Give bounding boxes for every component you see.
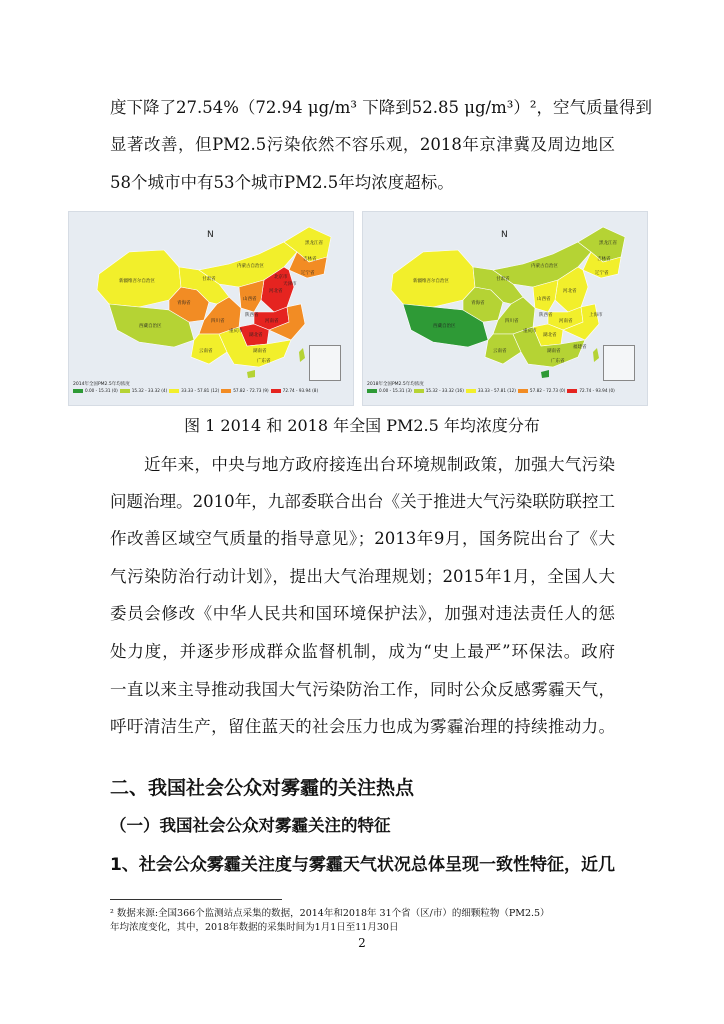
- legend-item: 0.00 - 15.31 (3): [367, 388, 412, 393]
- paragraph-line: 近年来，中央与地方政府接连出台环境规制政策，加强大气污染: [144, 455, 615, 474]
- region-taiwan: [593, 348, 599, 362]
- region-taiwan: [299, 348, 305, 362]
- paragraph-line: 一直以来主导推动我国大气污染防治工作，同时公众反感雾霾天气，: [110, 680, 615, 699]
- province-label: 福建省: [573, 345, 587, 350]
- province-label: 河南省: [265, 319, 279, 324]
- province-label: 辽宁省: [595, 271, 609, 276]
- region-hainan: [541, 370, 549, 378]
- footnote-line: ² 数据来源:全国366个监测站点采集的数据，2014年和2018年 31个省（区/市）的细颗粒物（PM2.5）: [110, 908, 550, 919]
- province-label: 上海市: [589, 313, 603, 318]
- paragraph-line: 呼吁清洁生产，留住蓝天的社会压力也成为雾霾治理的持续推动力。: [110, 717, 615, 736]
- province-label: 青海省: [471, 301, 485, 306]
- province-label: 广东省: [551, 359, 565, 364]
- paragraph-line: 显著改善，但PM2.5污染依然不容乐观，2018年京津冀及周边地区: [110, 135, 615, 154]
- footnote-rule: [110, 899, 282, 900]
- footnote-line: 年均浓度变化，其中，2018年数据的采集时间为1月1日至11月30日: [110, 922, 399, 933]
- legend-item: 33.33 - 57.81 (12): [466, 388, 516, 393]
- province-label: 四川省: [211, 319, 225, 324]
- legend-item: 15.32 - 33.32 (16): [414, 388, 464, 393]
- province-label: 陕西省: [539, 313, 553, 318]
- province-label: 新疆维吾尔自治区: [413, 279, 449, 284]
- province-label: 辽宁省: [301, 271, 315, 276]
- province-label: 内蒙古自治区: [237, 264, 264, 269]
- legend-title: 2014年全国PM2.5年均浓度: [73, 382, 130, 387]
- legend-item: 33.33 - 57.81 (12): [169, 388, 219, 393]
- legend-item: 15.32 - 33.32 (4): [120, 388, 167, 393]
- province-label: 青海省: [177, 301, 191, 306]
- figure-caption: 图 1 2014 和 2018 年全国 PM2.5 年均浓度分布: [184, 416, 540, 435]
- province-label: 黑龙江省: [305, 241, 323, 246]
- province-label: 河北省: [269, 289, 283, 294]
- province-label: 云南省: [493, 349, 507, 354]
- legend-item: 0.00 - 15.31 (0): [73, 388, 118, 393]
- province-label: 湖北省: [249, 333, 263, 338]
- province-label: 甘肃省: [202, 277, 216, 282]
- province-label: 西藏自治区: [433, 324, 456, 329]
- province-label: 内蒙古自治区: [531, 264, 558, 269]
- north-arrow: N: [207, 230, 214, 240]
- region-hainan: [247, 370, 255, 378]
- province-label: 河北省: [563, 289, 577, 294]
- north-arrow: N: [501, 230, 508, 240]
- province-label: 新疆维吾尔自治区: [119, 279, 155, 284]
- paragraph-line: 作改善区域空气质量的指导意见》；2013年9月，国务院出台了《大: [110, 529, 615, 548]
- legend-item: 57.82 - 72.73 (9): [221, 388, 268, 393]
- map-2018: [362, 211, 648, 406]
- province-label: 四川省: [505, 319, 519, 324]
- province-label: 云南省: [199, 349, 213, 354]
- province-label: 天津市: [283, 282, 297, 287]
- page-number: 2: [358, 936, 366, 950]
- paragraph-line: 问题治理。2010年，九部委联合出台《关于推进大气污染联防联控工: [110, 492, 615, 511]
- province-label: 湖北省: [543, 333, 557, 338]
- legend-title: 2018年全国PM2.5年均浓度: [367, 382, 424, 387]
- map-legend: [73, 381, 349, 393]
- map-2014: [68, 211, 354, 406]
- province-label: 甘肃省: [496, 277, 510, 282]
- paragraph-line: 处力度，并逐步形成群众监督机制，成为“史上最严”环保法。政府: [110, 642, 615, 661]
- subsection-heading: （一）我国社会公众对雾霾关注的特征: [110, 816, 391, 835]
- province-label: 西藏自治区: [139, 324, 162, 329]
- province-label: 北京市: [274, 275, 288, 280]
- south-china-sea-inset: [309, 345, 341, 381]
- section-heading: 二、我国社会公众对雾霾的关注热点: [110, 777, 415, 799]
- province-label: 吉林省: [597, 257, 611, 262]
- point-heading: 1、社会公众雾霾关注度与雾霾天气状况总体呈现一致性特征，近几: [110, 855, 615, 875]
- paragraph-line: 委员会修改《中华人民共和国环境保护法》，加强对违法责任人的惩: [110, 604, 615, 623]
- legend-item: 57.82 - 72.73 (0): [518, 388, 565, 393]
- province-label: 黑龙江省: [599, 241, 617, 246]
- paragraph-line: 58个城市中有53个城市PM2.5年均浓度超标。: [110, 173, 454, 192]
- province-label: 重庆市: [523, 329, 537, 334]
- province-label: 吉林省: [303, 257, 317, 262]
- map-legend: [367, 381, 643, 393]
- paragraph-line: 气污染防治行动计划》，提出大气治理规划；2015年1月，全国人大: [110, 567, 615, 586]
- province-label: 广东省: [257, 359, 271, 364]
- province-label: 山西省: [243, 297, 257, 302]
- province-label: 河南省: [559, 319, 573, 324]
- legend-item: 72.74 - 93.94 (8): [271, 388, 318, 393]
- south-china-sea-inset: [603, 345, 635, 381]
- paragraph-line: 度下降了27.54%（72.94 μg/m³ 下降到52.85 μg/m³）²，空气质量得到: [110, 98, 652, 117]
- province-label: 湖南省: [253, 349, 267, 354]
- province-label: 湖南省: [547, 349, 561, 354]
- province-label: 重庆市: [229, 329, 243, 334]
- province-label: 山西省: [537, 297, 551, 302]
- legend-item: 72.74 - 93.94 (0): [567, 388, 614, 393]
- province-label: 陕西省: [245, 313, 259, 318]
